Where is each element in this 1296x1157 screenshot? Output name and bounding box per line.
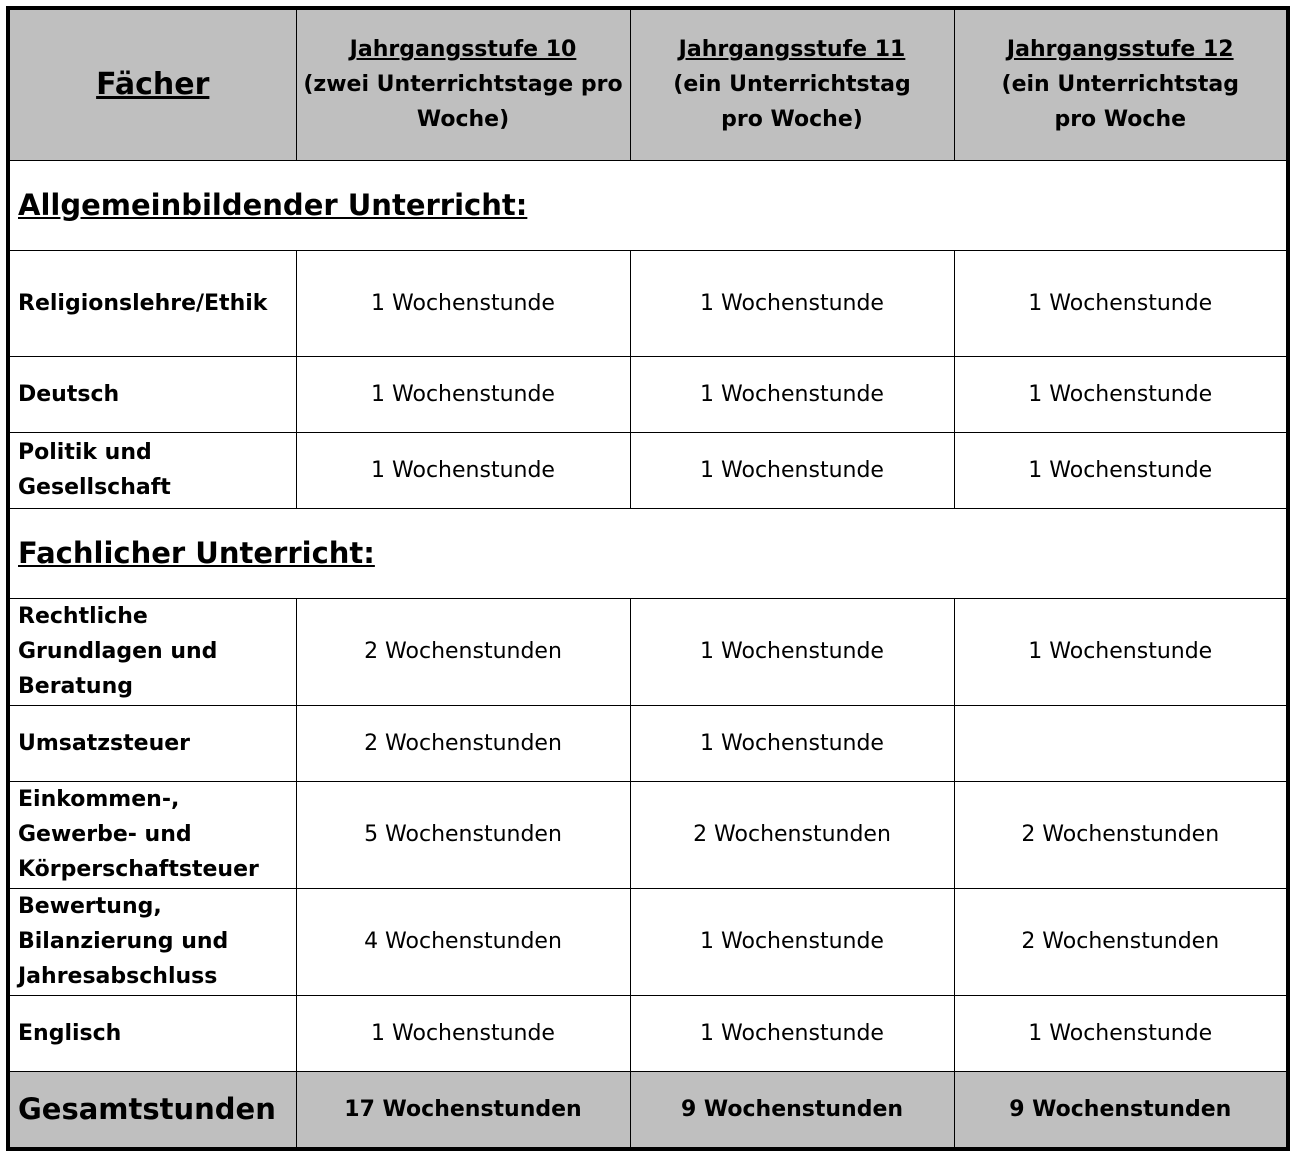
hours-cell-grade-12: 1 Wochenstunde (954, 250, 1286, 356)
subject-cell: Deutsch (10, 356, 296, 432)
hours-cell-grade-10: 4 Wochenstunden (296, 888, 630, 995)
hours-cell-grade-12: 1 Wochenstunde (954, 995, 1286, 1071)
subject-line: Einkommen-, (18, 787, 180, 812)
hours-cell-grade-10: 1 Wochenstunde (296, 250, 630, 356)
hours-cell-grade-10: 1 Wochenstunde (296, 356, 630, 432)
header-subjects (10, 10, 296, 160)
hours-cell-grade-11: 1 Wochenstunde (630, 888, 954, 995)
table-row (10, 250, 1286, 356)
hours-cell-grade-12: 2 Wochenstunden (954, 888, 1286, 995)
hours-cell-grade-11: 2 Wochenstunden (630, 781, 954, 888)
subject-line: Grundlagen und (18, 639, 218, 664)
hours-cell-grade-11: 1 Wochenstunde (630, 995, 954, 1071)
total-grade-12: 9 Wochenstunden (954, 1071, 1286, 1147)
section-title-general: Allgemeinbildender Unterricht: (10, 160, 1286, 250)
header-grade-11 (630, 10, 954, 160)
subject-line: Körperschaftsteuer (18, 857, 259, 882)
subject-line: Bilanzierung und (18, 929, 229, 954)
hours-cell-grade-12: 2 Wochenstunden (954, 781, 1286, 888)
subject-line: Gesellschaft (18, 475, 171, 500)
hours-cell-grade-12 (954, 705, 1286, 781)
header-grade-12-line3: pro Woche (1054, 107, 1187, 133)
subject-line: Bewertung, (18, 894, 162, 919)
subject-line: Rechtliche (18, 604, 148, 629)
hours-cell-grade-12: 1 Wochenstunde (954, 356, 1286, 432)
header-grade-10-line3: Woche) (416, 107, 510, 133)
table-row (10, 995, 1286, 1071)
hours-cell-grade-10: 1 Wochenstunde (296, 995, 630, 1071)
header-grade-11-line3: pro Woche) (721, 107, 863, 133)
subject-cell: Religionslehre/Ethik (10, 250, 296, 356)
subject-line: Beratung (18, 674, 133, 699)
header-grade-10-line2: (zwei Unterrichtstage pro (303, 72, 623, 98)
hours-cell-grade-10: 1 Wochenstunde (296, 432, 630, 508)
table-row (10, 432, 1286, 508)
subject-line: Jahresabschluss (18, 964, 218, 989)
subject-line: Gewerbe- und (18, 822, 192, 847)
schedule-table (10, 10, 1286, 1147)
header-grade-11-line2: (ein Unterrichtstag (673, 72, 911, 98)
subject-cell (10, 598, 296, 705)
header-grade-12-line2: (ein Unterrichtstag (1001, 72, 1239, 98)
total-row (10, 1071, 1286, 1147)
table-row (10, 598, 1286, 705)
hours-cell-grade-11: 1 Wochenstunde (630, 356, 954, 432)
header-subjects-label: Fächer (96, 67, 210, 103)
header-grade-10 (296, 10, 630, 160)
hours-cell-grade-12: 1 Wochenstunde (954, 432, 1286, 508)
hours-cell-grade-10: 2 Wochenstunden (296, 705, 630, 781)
subject-cell (10, 432, 296, 508)
subject-line: Politik und (18, 440, 152, 465)
total-grade-11: 9 Wochenstunden (630, 1071, 954, 1147)
table-header-row (10, 10, 1286, 160)
table-row (10, 356, 1286, 432)
header-grade-12 (954, 10, 1286, 160)
hours-cell-grade-10: 5 Wochenstunden (296, 781, 630, 888)
subject-cell: Umsatzsteuer (10, 705, 296, 781)
header-grade-11-title: Jahrgangsstufe 11 (678, 37, 906, 63)
total-grade-10: 17 Wochenstunden (296, 1071, 630, 1147)
hours-cell-grade-11: 1 Wochenstunde (630, 432, 954, 508)
table-row (10, 781, 1286, 888)
hours-cell-grade-11: 1 Wochenstunde (630, 705, 954, 781)
section-title-professional: Fachlicher Unterricht: (10, 508, 1286, 598)
hours-cell-grade-11: 1 Wochenstunde (630, 598, 954, 705)
hours-cell-grade-12: 1 Wochenstunde (954, 598, 1286, 705)
section-row-professional (10, 508, 1286, 598)
total-label: Gesamtstunden (10, 1071, 296, 1147)
section-row-general (10, 160, 1286, 250)
hours-cell-grade-11: 1 Wochenstunde (630, 250, 954, 356)
table-row (10, 705, 1286, 781)
subject-cell (10, 888, 296, 995)
header-grade-12-title: Jahrgangsstufe 12 (1006, 37, 1234, 63)
table-row (10, 888, 1286, 995)
subject-cell (10, 781, 296, 888)
header-grade-10-title: Jahrgangsstufe 10 (349, 37, 577, 63)
hours-cell-grade-10: 2 Wochenstunden (296, 598, 630, 705)
subject-cell: Englisch (10, 995, 296, 1071)
